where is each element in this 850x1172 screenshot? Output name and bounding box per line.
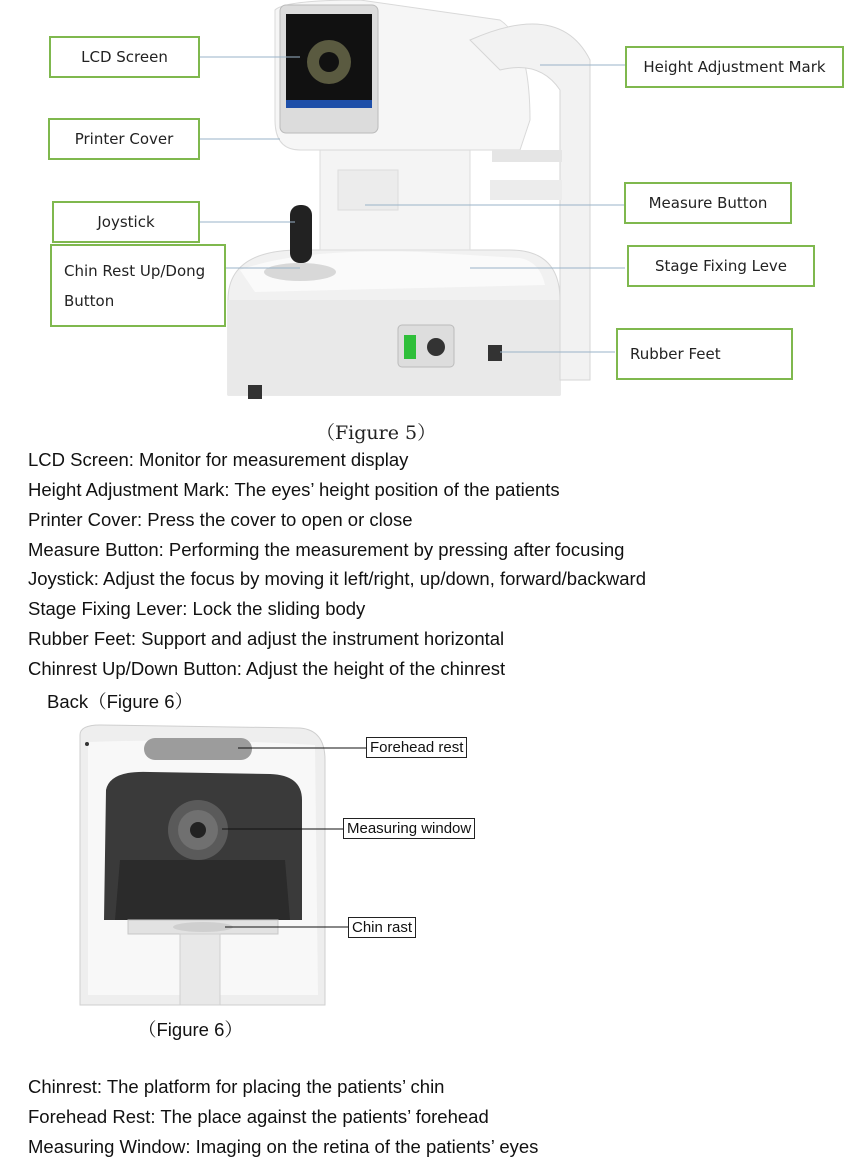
desc-chinrest-button: Chinrest Up/Down Button: Adjust the height of the chinrest [28,658,506,679]
callout-joystick: Joystick [52,201,200,243]
desc-height-adjustment-mark: Height Adjustment Mark: The eyes’ height position of the patients [28,479,560,500]
desc-stage-fixing-lever: Stage Fixing Lever: Lock the sliding body [28,598,366,619]
desc-printer-cover: Printer Cover: Press the cover to open or close [28,509,413,530]
callout-lcd-screen: LCD Screen [49,36,200,78]
callout-measuring-window: Measuring window [343,818,475,839]
callout-chin-rest-line1: Chin Rest Up/Dong [64,261,206,280]
callout-chin-rast: Chin rast [348,917,416,938]
figure-6-caption: （Figure 6） [138,1019,243,1040]
callout-measure-button: Measure Button [624,182,792,224]
back-heading: Back（Figure 6） [47,691,193,712]
callout-forehead-rest: Forehead rest [366,737,467,758]
desc-lcd-screen: LCD Screen: Monitor for measurement display [28,449,409,470]
figure-5-caption: （Figure 5） [316,422,437,444]
desc-measure-button: Measure Button: Performing the measurement by pressing after focusing [28,539,625,560]
desc-chinrest: Chinrest: The platform for placing the patients’ chin [28,1076,445,1097]
callout-stage-fixing-lever: Stage Fixing Leve [627,245,815,287]
desc-forehead-rest: Forehead Rest: The place against the patients’ forehead [28,1106,489,1127]
desc-rubber-feet: Rubber Feet: Support and adjust the instrument horizontal [28,628,505,649]
desc-joystick: Joystick: Adjust the focus by moving it left/right, up/down, forward/backward [28,568,646,589]
callout-printer-cover: Printer Cover [48,118,200,160]
callout-chin-rest-line2: Button [64,291,115,310]
callout-height-adjustment-mark: Height Adjustment Mark [625,46,844,88]
callout-rubber-feet: Rubber Feet [616,328,793,380]
desc-measuring-window: Measuring Window: Imaging on the retina of the patients’ eyes [28,1136,539,1157]
